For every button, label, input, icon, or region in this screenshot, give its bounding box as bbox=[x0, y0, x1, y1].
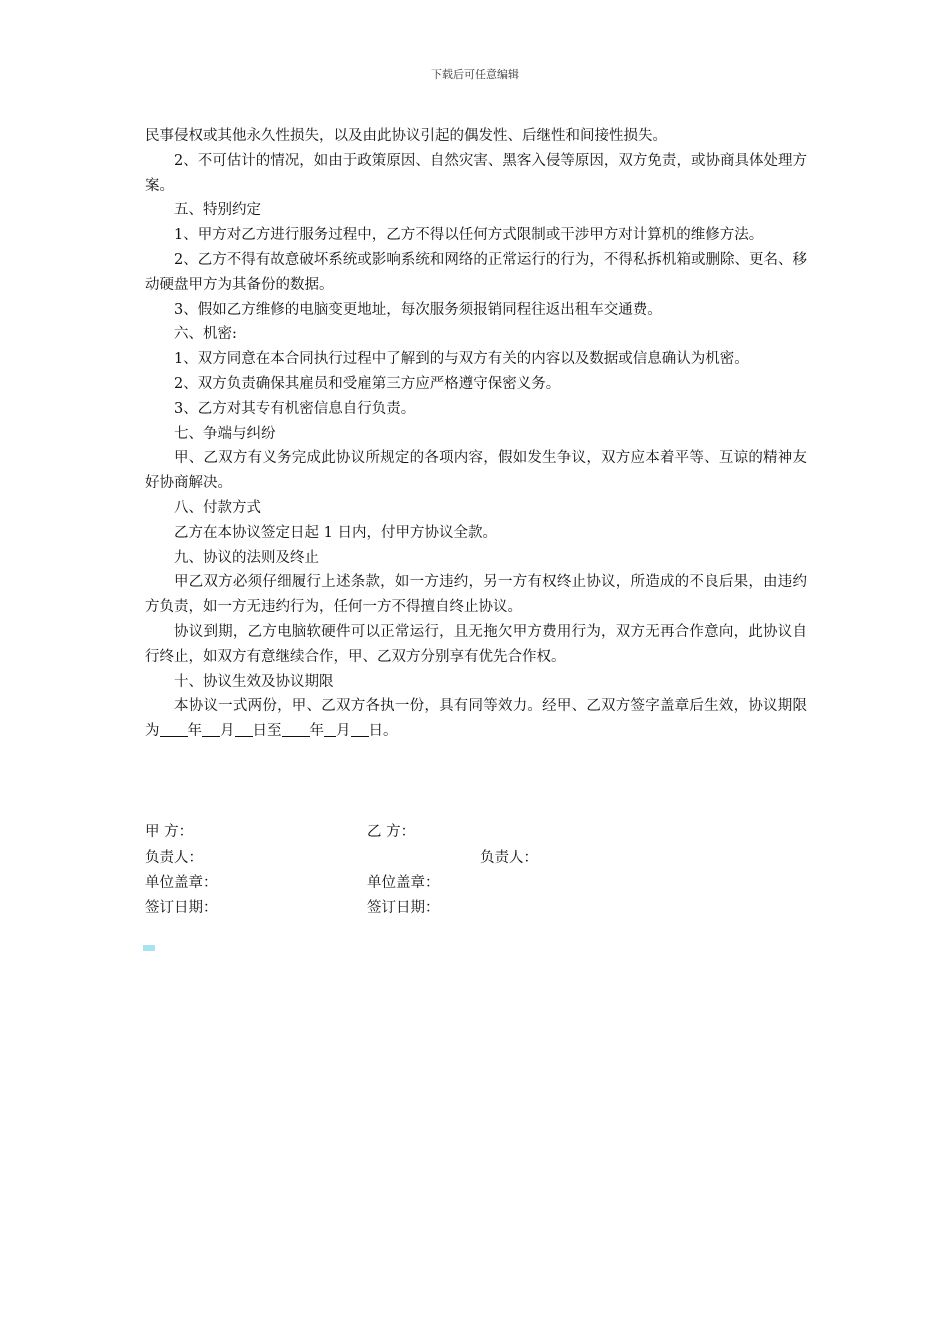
person-a-label: 负责人： bbox=[145, 850, 203, 866]
section-heading-disputes: 七、争端与纠纷 bbox=[174, 425, 276, 442]
paragraph-force-majeure: 2、不可估计的情况，如由于政策原因、自然灾害、黑客入侵等原因，双方免责，或协商具体处理方案。 bbox=[145, 152, 807, 194]
blank-year-end bbox=[282, 720, 310, 737]
seal-a-label: 单位盖章： bbox=[145, 875, 218, 891]
blank-day-start bbox=[235, 720, 253, 737]
blank-year-start bbox=[160, 720, 188, 737]
month-label-end: 月 bbox=[336, 723, 351, 740]
day-label-end: 日。 bbox=[368, 723, 398, 740]
section-heading-payment: 八、付款方式 bbox=[174, 499, 261, 516]
blank-month-start bbox=[202, 720, 220, 737]
party-b-label: 乙 方： bbox=[367, 824, 416, 840]
validity-text: 本协议一式两份，甲、乙双方各执一份，具有同等效力。经甲、乙双方签字盖章后生效，协议期限为 bbox=[145, 698, 807, 740]
year-label-start: 年 bbox=[187, 723, 202, 740]
date-a-label: 签订日期： bbox=[145, 900, 218, 916]
paragraph-disputes: 甲、乙双方有义务完成此协议所规定的各项内容，假如发生争议，双方应本着平等、互谅的精神友好协商解决。 bbox=[145, 450, 807, 492]
year-label-end: 年 bbox=[309, 723, 324, 740]
section-heading-validity: 十、协议生效及协议期限 bbox=[174, 673, 334, 690]
paragraph-confidential-2: 2、双方负责确保其雇员和受雇第三方应严格遵守保密义务。 bbox=[174, 375, 561, 392]
highlight-mark bbox=[143, 945, 155, 951]
day-label-start: 日至 bbox=[252, 723, 282, 740]
party-a-label: 甲 方： bbox=[145, 824, 194, 840]
seal-b-label: 单位盖章： bbox=[367, 875, 440, 891]
paragraph-special-2: 2、乙方不得有故意破坏系统或影响系统和网络的正常运行的行为，不得私拆机箱或删除、更名、移动硬盘甲方为其备份的数据。 bbox=[145, 251, 807, 293]
section-heading-termination: 九、协议的法则及终止 bbox=[174, 549, 319, 566]
paragraph-termination-2: 协议到期，乙方电脑软硬件可以正常运行，且无拖欠甲方费用行为，双方无再合作意向，此协议自行终止，如双方有意继续合作，甲、乙双方分别享有优先合作权。 bbox=[145, 623, 807, 665]
contract-body bbox=[145, 124, 807, 744]
blank-month-end bbox=[324, 720, 336, 737]
paragraph-special-3: 3、假如乙方维修的电脑变更地址，每次服务须报销同程往返出租车交通费。 bbox=[174, 301, 662, 318]
month-label-start: 月 bbox=[220, 723, 235, 740]
paragraph-special-1: 1、甲方对乙方进行服务过程中，乙方不得以任何方式限制或干涉甲方对计算机的维修方法。 bbox=[174, 227, 764, 244]
paragraph-payment: 乙方在本协议签定日起 1 日内，付甲方协议全款。 bbox=[174, 524, 497, 541]
paragraph-validity bbox=[145, 694, 807, 744]
blank-day-end bbox=[351, 720, 369, 737]
paragraph-termination-1: 甲乙双方必须仔细履行上述条款，如一方违约，另一方有权终止协议，所造成的不良后果，由违约方负责，如一方无违约行为，任何一方不得擅自终止协议。 bbox=[145, 574, 807, 616]
paragraph-confidential-1: 1、双方同意在本合同执行过程中了解到的与双方有关的内容以及数据或信息确认为机密。 bbox=[174, 351, 749, 368]
page-header: 下载后可任意编辑 bbox=[431, 68, 519, 81]
paragraph-loss-clause: 民事侵权或其他永久性损失，以及由此协议引起的偶发性、后继性和间接性损失。 bbox=[145, 128, 667, 144]
person-b-label: 负责人： bbox=[480, 850, 538, 866]
date-b-label: 签订日期： bbox=[367, 900, 440, 916]
section-heading-special: 五、特别约定 bbox=[174, 202, 261, 219]
paragraph-confidential-3: 3、乙方对其专有机密信息自行负责。 bbox=[174, 400, 416, 417]
section-heading-confidential: 六、机密: bbox=[174, 326, 237, 343]
